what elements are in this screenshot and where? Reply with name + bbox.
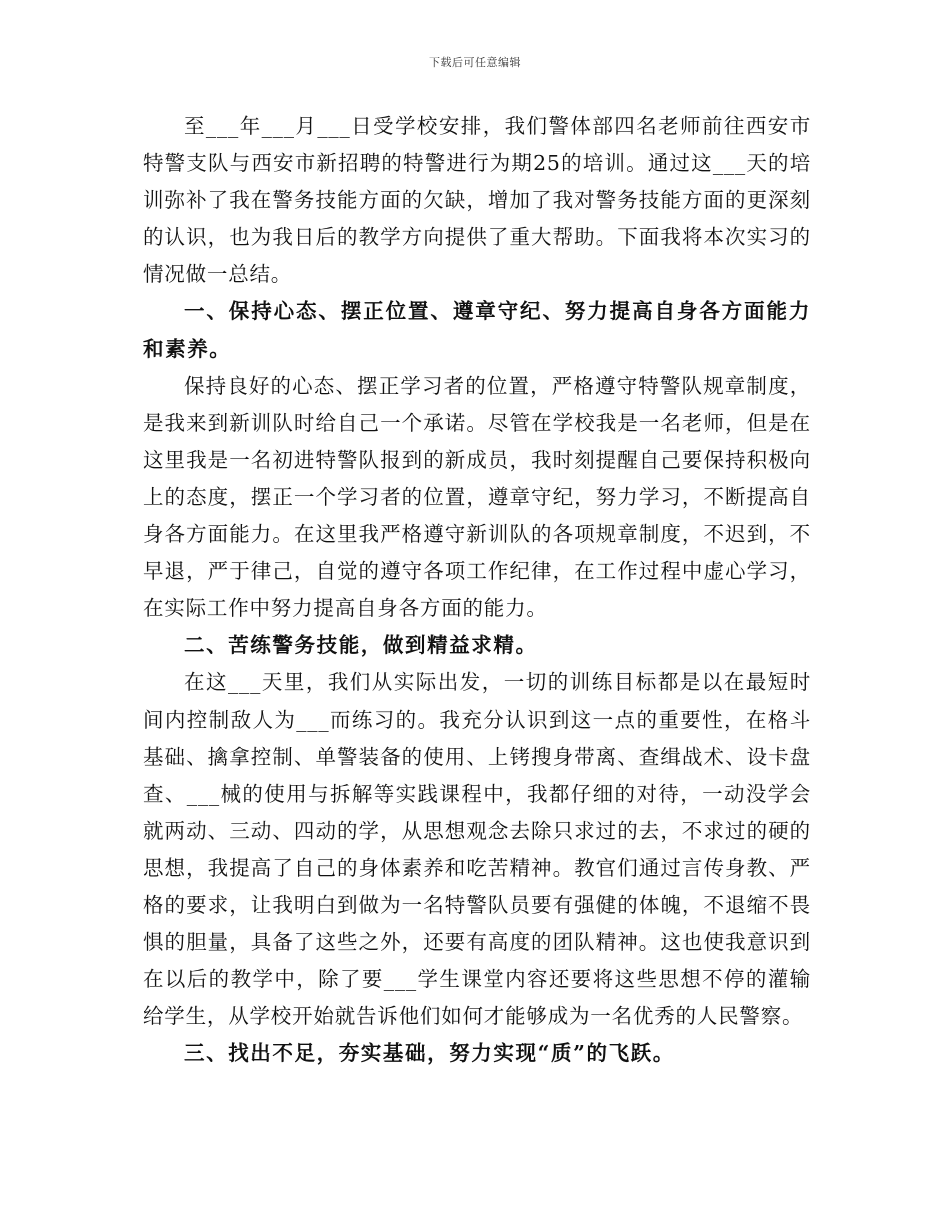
section-heading-2: 二、苦练警务技能，做到精益求精。 [184, 633, 538, 658]
section-heading-1: 一、保持心态、摆正位置、遵章守纪、努力提高自身各方面能力和素养。 [143, 299, 811, 361]
intro-paragraph: 至___年___月___日受学校安排，我们警体部四名老师前往西安市特警支队与西安市新招聘的特警进行为期25的培训。通过这___天的培训弥补了我在警务技能方面的欠缺，增加了我对警务技能方面的更深刻的认识，也为我日后的教学方向提供了重大帮助。下面我将本次实习的情况做一总结。 [143, 114, 811, 287]
download-note: 下载后可任意编辑 [429, 56, 521, 69]
section-heading-3: 三、找出不足，夯实基础，努力实现“质”的飞跃。 [184, 1041, 675, 1066]
document-body [143, 108, 811, 1072]
section-2-paragraph: 在这___天里，我们从实际出发，一切的训练目标都是以在最短时间内控制敌人为___而练习的。我充分认识到这一点的重要性，在格斗基础、擒拿控制、单警装备的使用、上铐搜身带离、查缉战术、设卡盘查、___械的使用与拆解等实践课程中，我都仔细的对待，一动没学会就两动、三动、四动的学，从思想观念去除只求过的去，不求过的硬的思想，我提高了自己的身体素养和吃苦精神。教官们通过言传身教、严格的要求，让我明白到做为一名特警队员要有强健的体魄，不退缩不畏惧的胆量，具备了这些之外，还要有高度的团队精神。这也使我意识到在以后的教学中，除了要___学生课堂内容还要将这些思想不停的灌输给学生，从学校开始就告诉他们如何才能够成为一名优秀的人民警察。 [143, 670, 811, 1029]
section-1-paragraph: 保持良好的心态、摆正学习者的位置，严格遵守特警队规章制度，是我来到新训队时给自己一个承诺。尽管在学校我是一名老师，但是在这里我是一名初进特警队报到的新成员，我时刻提醒自己要保持积极向上的态度，摆正一个学习者的位置，遵章守纪，努力学习，不断提高自身各方面能力。在这里我严格遵守新训队的各项规章制度，不迟到，不早退，严于律己，自觉的遵守各项工作纪律，在工作过程中虚心学习，在实际工作中努力提高自身各方面的能力。 [143, 373, 811, 621]
